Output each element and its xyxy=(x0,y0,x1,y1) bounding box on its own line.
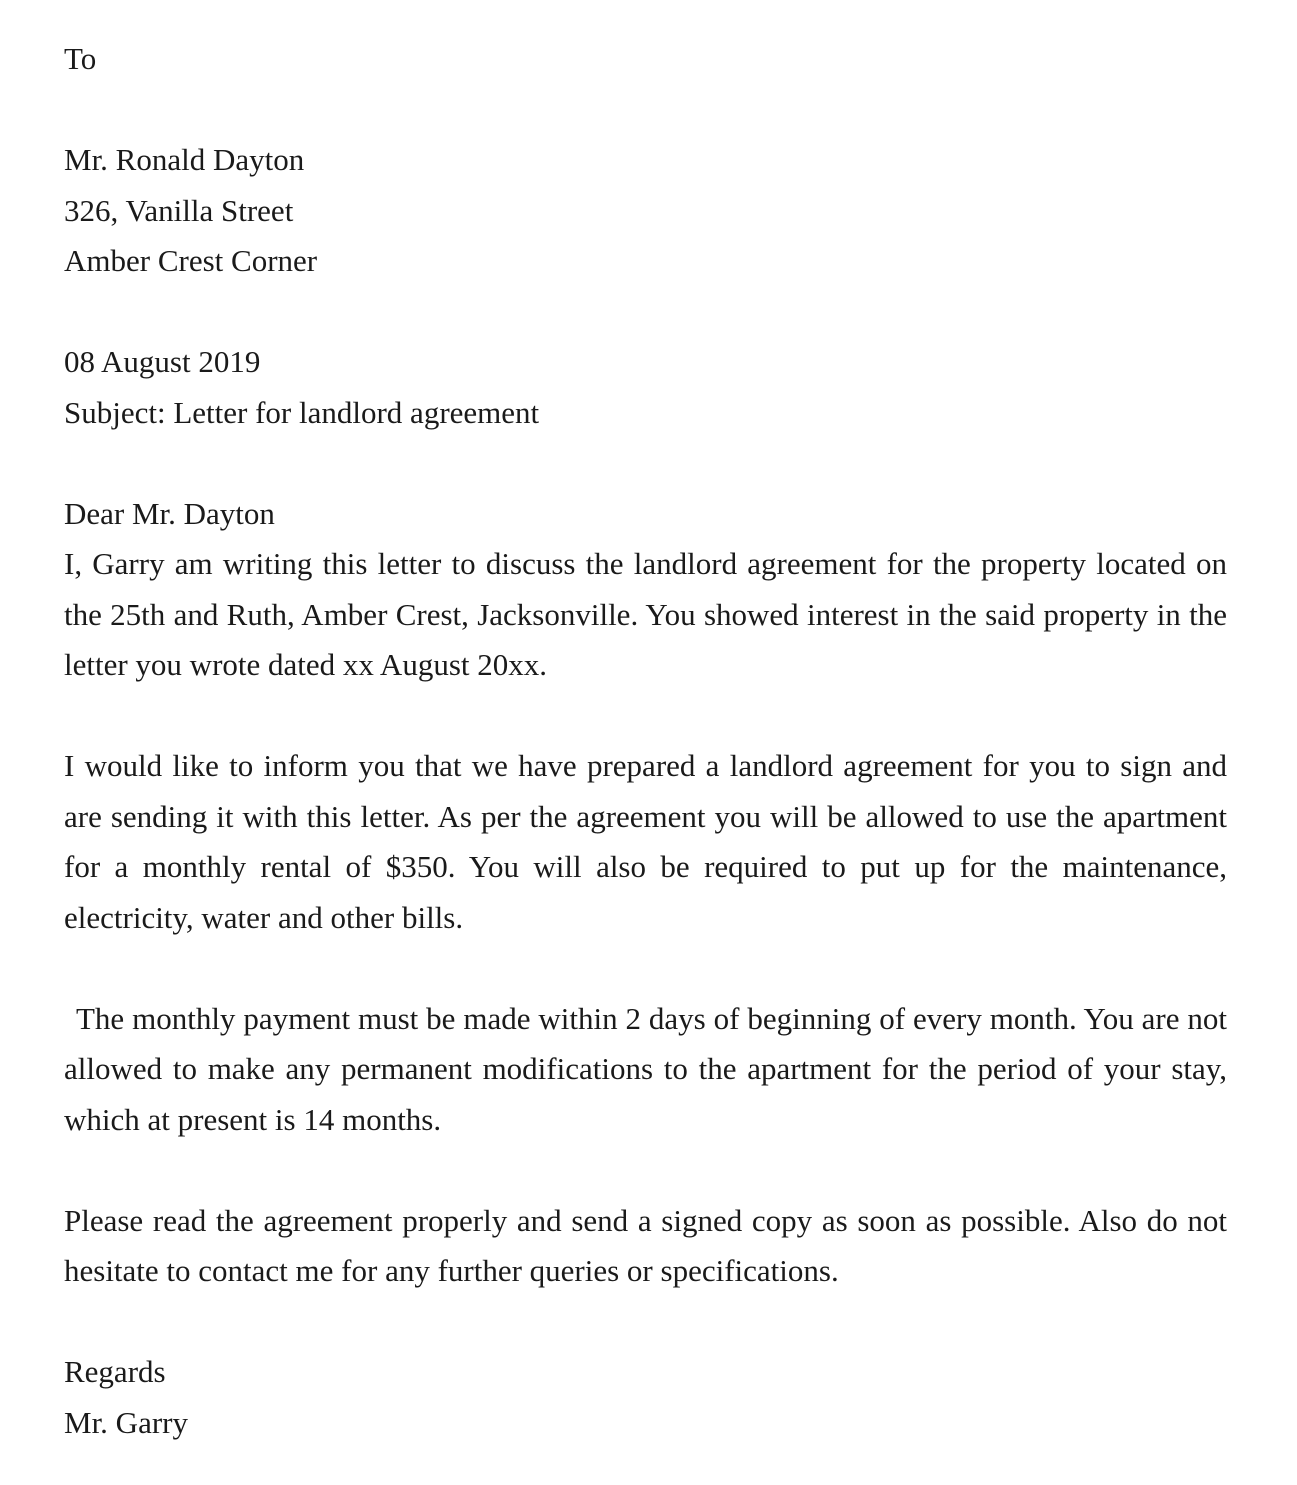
spacer xyxy=(64,287,1227,338)
spacer xyxy=(64,1297,1227,1348)
recipient-address-line2: Amber Crest Corner xyxy=(64,243,318,278)
recipient-address-line1: 326, Vanilla Street xyxy=(64,192,294,228)
spacer xyxy=(64,943,1227,994)
spacer xyxy=(64,691,1227,742)
body-paragraph-2: I would like to inform you that we have prepared a landlord agreement for you to sign and are sending it with this letter. As per the agreement you will be allowed to use the apartment for a monthly rental of $350. You will also be required to put up for the maintenance, electricity, water and other bills. xyxy=(64,748,1227,935)
signature-name: Mr. Garry xyxy=(64,1404,188,1440)
closing: Regards xyxy=(64,1354,166,1389)
body-paragraph-1: I, Garry am writing this letter to discuss the landlord agreement for the property located on the 25th and Ruth, Amber Crest, Jacksonville. You showed interest in the said property in the letter you wrote dated xx August 20xx. xyxy=(64,546,1227,682)
recipient-name: Mr. Ronald Dayton xyxy=(64,142,305,177)
body-paragraph-4: Please read the agreement properly and send a signed copy as soon as possible. Also do not hesitate to contact me for any further queries or specifications. xyxy=(64,1202,1227,1288)
spacer xyxy=(64,85,1227,136)
body-paragraph-3: The monthly payment must be made within 2 days of beginning of every month. You are not allowed to make any permanent modifications to the apartment for the period of your stay, which at present is 14 months. xyxy=(64,1000,1227,1137)
letter-date: 08 August 2019 xyxy=(64,344,261,379)
recipient-block xyxy=(64,135,1227,287)
spacer xyxy=(64,438,1227,489)
letter-document xyxy=(64,34,1227,1448)
spacer xyxy=(64,1145,1227,1196)
letter-subject: Subject: Letter for landlord agreement xyxy=(64,394,540,430)
salutation: Dear Mr. Dayton xyxy=(64,495,275,531)
to-label: To xyxy=(64,41,97,76)
